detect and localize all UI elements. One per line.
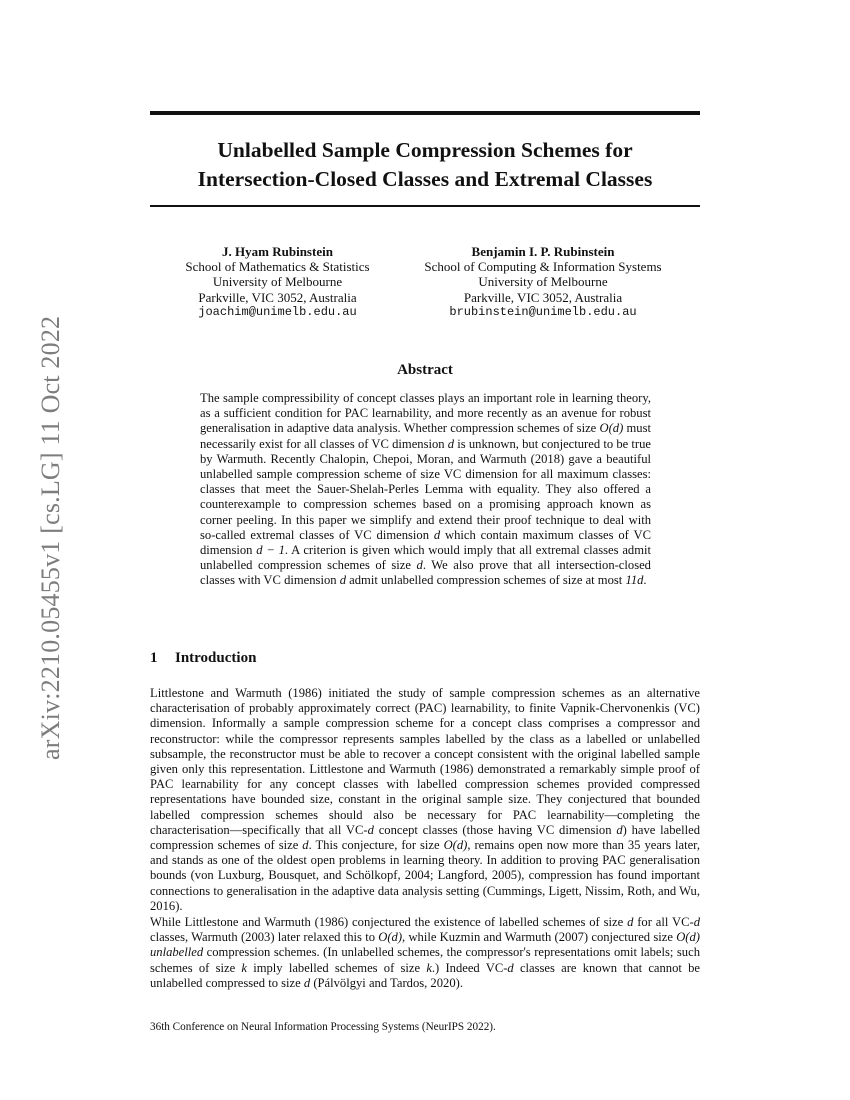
- math-inline: d − 1: [256, 543, 285, 558]
- author-university: University of Melbourne: [478, 274, 608, 290]
- section-heading: [150, 650, 700, 667]
- math-inline: d: [433, 527, 441, 542]
- math-inline: d: [367, 822, 374, 837]
- section-number: 1: [150, 650, 158, 666]
- author-name: J. Hyam Rubinstein: [222, 244, 333, 259]
- math-inline: d: [447, 436, 455, 451]
- math-inline: O(d): [599, 421, 624, 436]
- title-rule-bottom: [150, 205, 700, 207]
- abstract-text: The sample compressibility of concept classes plays an important role in learning theory, as a sufficient condition for PAC learnability, and more recently as an avenue for robust generalisation in adaptive data analysis. Whether compression schemes of size O(d) must necessarily exist for all classes of VC dimension d is unknown, but conjectured to be true by Warmuth. Recently Chalopin, Chepoi, Moran, and Warmuth (2018) gave a beautiful unlabelled sample compression scheme of size VC dimension for all maximum classes: classes that meet the Sauer-Shelah-Perles Lemma with equality. They also offered a counterexample to compression schemes based on a promising approach known as corner peeling. In this paper we simplify and extend their proof technique to deal with so-called extremal classes of VC dimension d which contain maximum classes of VC dimension d − 1. A criterion is given which would imply that all extremal classes admit unlabelled compression schemes of size d. We also prove that all intersection-closed classes with VC dimension d admit unlabelled compression schemes of size at most 11d.: [200, 391, 652, 588]
- math-inline: d: [627, 915, 634, 929]
- math-inline: k: [426, 960, 432, 975]
- emphasis-text: unlabelled: [150, 945, 204, 960]
- math-inline: k: [241, 960, 247, 975]
- math-inline: O(d): [443, 838, 468, 853]
- author-department: School of Mathematics & Statistics: [185, 259, 370, 275]
- math-inline: d: [616, 822, 623, 837]
- title-line-2: Intersection-Closed Classes and Extremal Classes: [197, 167, 653, 191]
- title-rule-top: [150, 111, 700, 115]
- section-title: Introduction: [175, 650, 257, 666]
- author-email[interactable]: brubinstein@unimelb.edu.au: [449, 304, 637, 319]
- author-university: University of Melbourne: [212, 274, 343, 290]
- math-inline: d: [339, 573, 346, 588]
- paper-title: [150, 136, 700, 194]
- author-address: Parkville, VIC 3052, Australia: [198, 289, 357, 305]
- author-address: Parkville, VIC 3052, Australia: [463, 289, 623, 305]
- author-name: Benjamin I. P. Rubinstein: [471, 244, 615, 259]
- author-block-1: [165, 244, 390, 320]
- math-inline: d: [302, 838, 309, 853]
- conference-footer: 36th Conference on Neural Information Processing Systems (NeurIPS 2022).: [150, 1021, 496, 1033]
- body-paragraph-1: Littlestone and Warmuth (1986) initiated the study of sample compression schemes as an alternative characterisation of probably approximately correct (PAC) learnability, to finite Vapnik-Chervonenkis (VC) dimension. Informally a sample compression scheme for a concept class comprises a compressor and reconstructor: while the compressor represents samples labelled by the class as a labelled or unlabelled subsample, the reconstructor must be able to recover a concept consistent with the original labelled sample given only this representation. Littlestone and Warmuth (1986) demonstrated a remarkably simple proof of PAC learnability for any concept classes with labelled compression schemes provided compressed representations have bounded size, constant in the original sample size. They conjectured that bounded labelled compression schemes should also be necessary for PAC learnability—completing the characterisation—specifically that all VC-d concept classes (those having VC dimension d) have labelled compression schemes of size d. This conjecture, for size O(d), remains open now more than 35 years later, and stands as one of the oldest open problems in learning theory. In addition to proving PAC generalisation bounds (von Luxburg, Bousquet, and Schölkopf, 2004; Langford, 2005), compression has found important connections to generalisation in the adaptive data analysis setting (Cummings, Ligett, Nissim, Roth, and Wu, 2016).: [150, 686, 700, 913]
- title-line-1: Unlabelled Sample Compression Schemes for: [217, 138, 633, 162]
- abstract-heading: Abstract: [397, 362, 453, 378]
- math-inline: d: [507, 960, 514, 975]
- body-paragraph-2: While Littlestone and Warmuth (1986) conjectured the existence of labelled schemes of size d for all VC-d classes, Warmuth (2003) later relaxed this to O(d), while Kuzmin and Warmuth (2007) conjectured size O(d) unlabelled compression schemes. (In unlabelled schemes, the compressor's representations omit labels; such schemes of size k imply labelled schemes of size k.) Indeed VC-d classes are known that cannot be unlabelled compressed to size d (Pálvölgyi and Tardos, 2020).: [150, 915, 701, 990]
- math-inline: 11d: [625, 573, 644, 588]
- author-block-2: [405, 244, 681, 320]
- author-department: School of Computing & Information Systems: [424, 259, 662, 275]
- author-email[interactable]: joachim@unimelb.edu.au: [198, 304, 357, 319]
- math-inline: d: [416, 558, 423, 573]
- math-inline: d: [693, 915, 700, 929]
- arxiv-stamp: arXiv:2210.05455v1 [cs.LG] 11 Oct 2022: [36, 315, 65, 760]
- math-inline: O(d): [676, 930, 700, 945]
- math-inline: O(d): [378, 930, 403, 945]
- math-inline: d: [303, 975, 311, 990]
